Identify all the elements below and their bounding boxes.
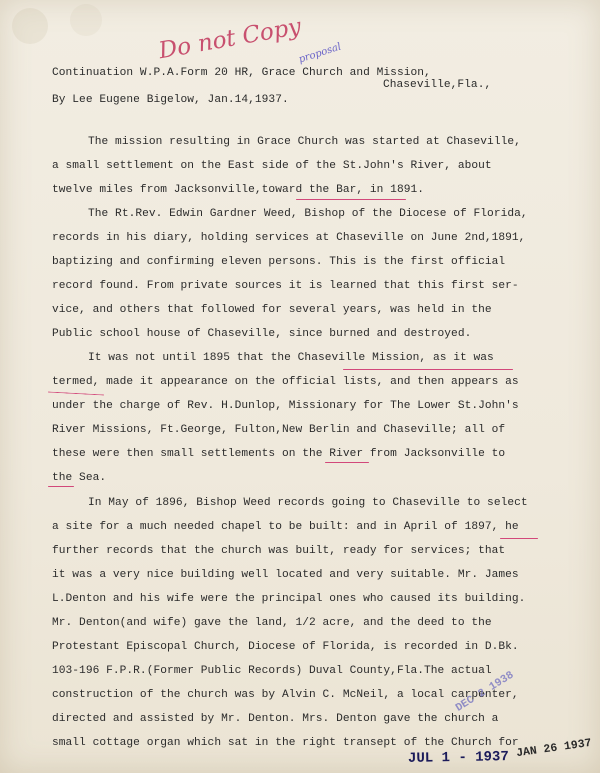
body-text-line: a site for a much needed chapel to be built: and in April of 1897, he [52, 521, 519, 533]
body-text-line: The Rt.Rev. Edwin Gardner Weed, Bishop of the Diocese of Florida, [88, 208, 528, 220]
body-text-line: directed and assisted by Mr. Denton. Mrs. Denton gave the church a [52, 713, 499, 725]
body-text-line: construction of the church was by Alvin C. McNeil, a local carpenter, [52, 689, 519, 701]
body-text-line: baptizing and confirming eleven persons. This is the first official [52, 256, 506, 268]
body-text-line: further records that the church was built, ready for services; that [52, 545, 506, 557]
body-text-line: It was not until 1895 that the Chaseville Mission, as it was [88, 352, 494, 364]
body-text-line: it was a very nice building well located and very suitable. Mr. James [52, 569, 519, 581]
header-line-location: Chaseville,Fla., [383, 79, 492, 91]
pencil-underline [500, 538, 538, 539]
body-text-line: Mr. Denton(and wife) gave the land, 1/2 acre, and the deed to the [52, 617, 492, 629]
pencil-underline [48, 486, 74, 487]
body-text-line: twelve miles from Jacksonville,toward the Bar, in 1891. [52, 184, 424, 196]
paper-stain [70, 4, 102, 36]
pencil-underline [296, 199, 406, 200]
paper-stain [12, 8, 48, 44]
body-text-line: River Missions, Ft.George, Fulton,New Berlin and Chaseville; all of [52, 424, 506, 436]
body-text-line: Public school house of Chaseville, since burned and destroyed. [52, 328, 472, 340]
body-text-line: L.Denton and his wife were the principal ones who caused its building. [52, 593, 526, 605]
body-text-line: a small settlement on the East side of the St.John's River, about [52, 160, 492, 172]
body-text-line: record found. From private sources it is learned that this first ser- [52, 280, 519, 292]
handwritten-proposal-note: proposal [297, 41, 343, 66]
received-stamp-dec: DEC 2 1938 [453, 669, 517, 715]
body-text-line: the Sea. [52, 472, 107, 484]
received-stamp-jan: JAN 26 1937 [515, 736, 593, 761]
body-text-line: 103-196 F.P.R.(Former Public Records) Duval County,Fla.The actual [52, 665, 492, 677]
body-text-line: these were then small settlements on the River from Jacksonville to [52, 448, 506, 460]
body-text-line: vice, and others that followed for several years, was held in the [52, 304, 492, 316]
header-line-title: Continuation W.P.A.Form 20 HR, Grace Church and Mission, [52, 67, 431, 79]
pencil-underline [48, 392, 104, 396]
body-text-line: under the charge of Rev. H.Dunlop, Missionary for The Lower St.John's [52, 400, 519, 412]
body-text-line: In May of 1896, Bishop Weed records going to Chaseville to select [88, 497, 528, 509]
received-stamp-jul: JUL 1 - 1937 [407, 749, 509, 767]
header-line-author-date: By Lee Eugene Bigelow, Jan.14,1937. [52, 94, 289, 106]
body-text-line: termed, made it appearance on the official lists, and then appears as [52, 376, 519, 388]
handwritten-do-not-copy: Do not Copy [156, 13, 304, 65]
body-text-line: The mission resulting in Grace Church was started at Chaseville, [88, 136, 521, 148]
body-text-line: records in his diary, holding services at Chaseville on June 2nd,1891, [52, 232, 526, 244]
pencil-underline [343, 369, 513, 370]
body-text-line: small cottage organ which sat in the right transept of the Church for [52, 737, 519, 749]
body-text-line: Protestant Episcopal Church, Diocese of Florida, is recorded in D.Bk. [52, 641, 519, 653]
pencil-underline [325, 462, 369, 463]
